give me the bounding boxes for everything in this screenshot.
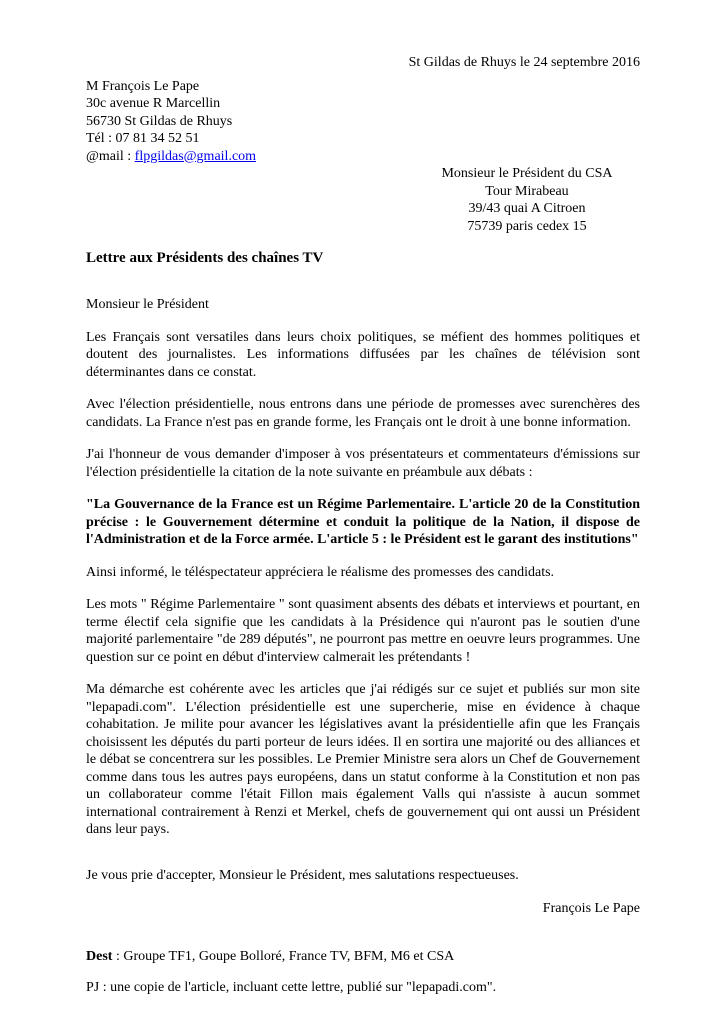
dest-text: : Groupe TF1, Goupe Bolloré, France TV, BFM, M6 et CSA (112, 948, 455, 964)
letter-subject: Lettre aux Présidents des chaînes TV (86, 250, 324, 266)
signature: François Le Pape (542, 901, 640, 916)
recipient-block (402, 165, 652, 235)
recipient-building: Tour Mirabeau (485, 183, 569, 199)
paragraph-regime-parlementaire: Les mots " Régime Parlementaire " sont quasiment absents des débats et interviews et pourtant, en terme électif cela signifie que les candidats à la Présidence qui n'auront pas le soutien d'une majorité parlementaire "de 289 députés", ne pourront pas mettre en oeuvre leurs programmes. Une question sur ce point en début d'interview calmerait les prétendants ! (86, 597, 640, 665)
sender-phone: Tél : 07 81 34 52 51 (86, 131, 200, 146)
paragraph-election: Avec l'élection présidentielle, nous entrons dans une période de promesses avec surenchères des candidats. La France n'est pas en grande forme, les Français ont le droit à une bonne information. (86, 397, 640, 430)
sender-block (86, 78, 640, 166)
closing-line: Je vous prie d'accepter, Monsieur le Président, mes salutations respectueuses. (86, 867, 519, 883)
paragraph-telespectateur: Ainsi informé, le téléspectateur appréciera le réalisme des promesses des candidats. (86, 564, 555, 580)
recipient-street: 39/43 quai A Citroen (468, 201, 586, 216)
paragraph-versatiles: Les Français sont versatiles dans leurs choix politiques, se méfient des hommes politiques et doutent des journalistes. Les informations diffusées par les chaînes de télévision sont déterminantes dans ce constat. (86, 329, 640, 380)
paragraph-demarche: Ma démarche est cohérente avec les articles que j'ai rédigés sur ce sujet et publiés sur mon site "lepapadi.com". L'élection présidentielle est une supercherie, mise en évidence à chaque cohabitation. Je milite pour avancer les législatives avant la présidentielle afin que les Français choisissent les députés du parti porteur de leurs idées. Il en sortira une majorité ou des alliances et le débat se concentrera sur les possibles. Le Premier Ministre sera alors un Chef de Gouvernement comme dans tous les autres pays européens, dans un statut conforme à la Constitution et non pas un collaborateur comme l'était Fillon mais également Valls qui n'assiste à aucun sommet international contrairement à Renzi et Merkel, chefs de gouvernement qui ont aussi un Président dans leur pays. (86, 682, 640, 837)
letter-date: St Gildas de Rhuys le 24 septembre 2016 (408, 55, 640, 70)
sender-email-line (86, 148, 640, 166)
email-label: @mail : (86, 148, 135, 164)
quote-gouvernance: "La Gouvernance de la France est un Régime Parlementaire. L'article 20 de la Constitution précise : le Gouvernement détermine et conduit la politique de la Nation, il dispose de l'Administration et de la Force armée. L'article 5 : le Président est le garant des institutions" (86, 497, 640, 547)
sender-street: 30c avenue R Marcellin (86, 96, 221, 111)
paragraph-honneur: J'ai l'honneur de vous demander d'imposer à vos présentateurs et commentateurs d'émissions sur l'élection présidentielle la citation de la note suivante en préambule aux débats : (86, 447, 640, 480)
sender-name: M François Le Pape (86, 78, 200, 94)
email-link[interactable]: flpgildas@gmail.com (134, 148, 257, 164)
dest-label: Dest (86, 948, 113, 964)
salutation: Monsieur le Président (86, 297, 209, 312)
recipient-title: Monsieur le Président du CSA (441, 166, 613, 181)
pj-line: PJ : une copie de l'article, incluant cette lettre, publié sur "lepapadi.com". (86, 980, 497, 995)
dest-line (86, 948, 640, 966)
sender-city: 56730 St Gildas de Rhuys (86, 113, 233, 129)
recipient-city: 75739 paris cedex 15 (467, 218, 587, 234)
